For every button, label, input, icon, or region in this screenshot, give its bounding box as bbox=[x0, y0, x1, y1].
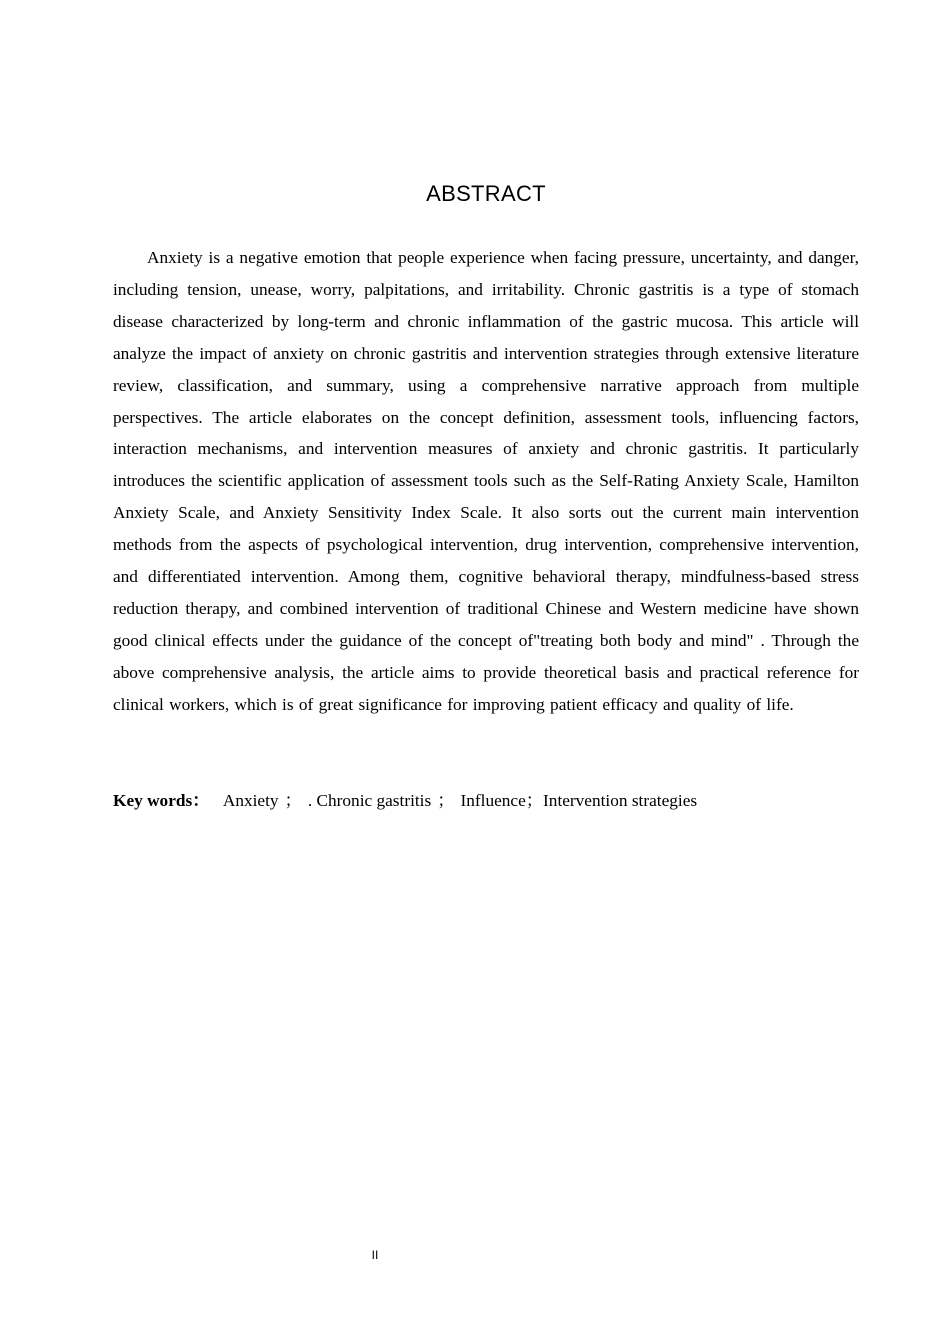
keyword-separator: ； bbox=[525, 791, 544, 810]
keywords-line bbox=[113, 786, 859, 816]
keyword-separator: ； bbox=[284, 791, 302, 810]
abstract-body: Anxiety is a negative emotion that people experience when facing pressure, uncertainty, and danger, including tension, unease, worry, palpitations, and irritability. Chronic gastritis is a type of stomach disease characterized by long-term and chronic inflammation of the gastric mucosa. This article will analyze the impact of anxiety on chronic gastritis and intervention strategies through extensive literature review, classification, and summary, using a comprehensive narrative approach from multiple perspectives. The article elaborates on the concept definition, assessment tools, influencing factors, interaction mechanisms, and intervention measures of anxiety and chronic gastritis. It particularly introduces the scientific application of assessment tools such as the Self-Rating Anxiety Scale, Hamilton Anxiety Scale, and Anxiety Sensitivity Index Scale. It also sorts out the current main intervention methods from the aspects of psychological intervention, drug intervention, comprehensive intervention, and differentiated intervention. Among them, cognitive behavioral therapy, mindfulness-based stress reduction therapy, and combined intervention of traditional Chinese and Western medicine have shown good clinical effects under the guidance of the concept of"treating both body and mind" . Through the above comprehensive analysis, the article aims to provide theoretical basis and practical reference for clinical workers, which is of great significance for improving patient efficacy and quality of life. bbox=[113, 248, 859, 714]
keyword-item: Intervention strategies bbox=[543, 791, 698, 810]
keyword-item: . Chronic gastritis bbox=[307, 791, 432, 810]
keywords-label: Key words： bbox=[113, 791, 210, 810]
keyword-separator: ； bbox=[437, 791, 455, 810]
keyword-item: Influence bbox=[460, 791, 526, 810]
keyword-item: Anxiety bbox=[222, 791, 279, 810]
abstract-title: ABSTRACT bbox=[426, 181, 546, 206]
page-number: II bbox=[371, 1248, 379, 1262]
